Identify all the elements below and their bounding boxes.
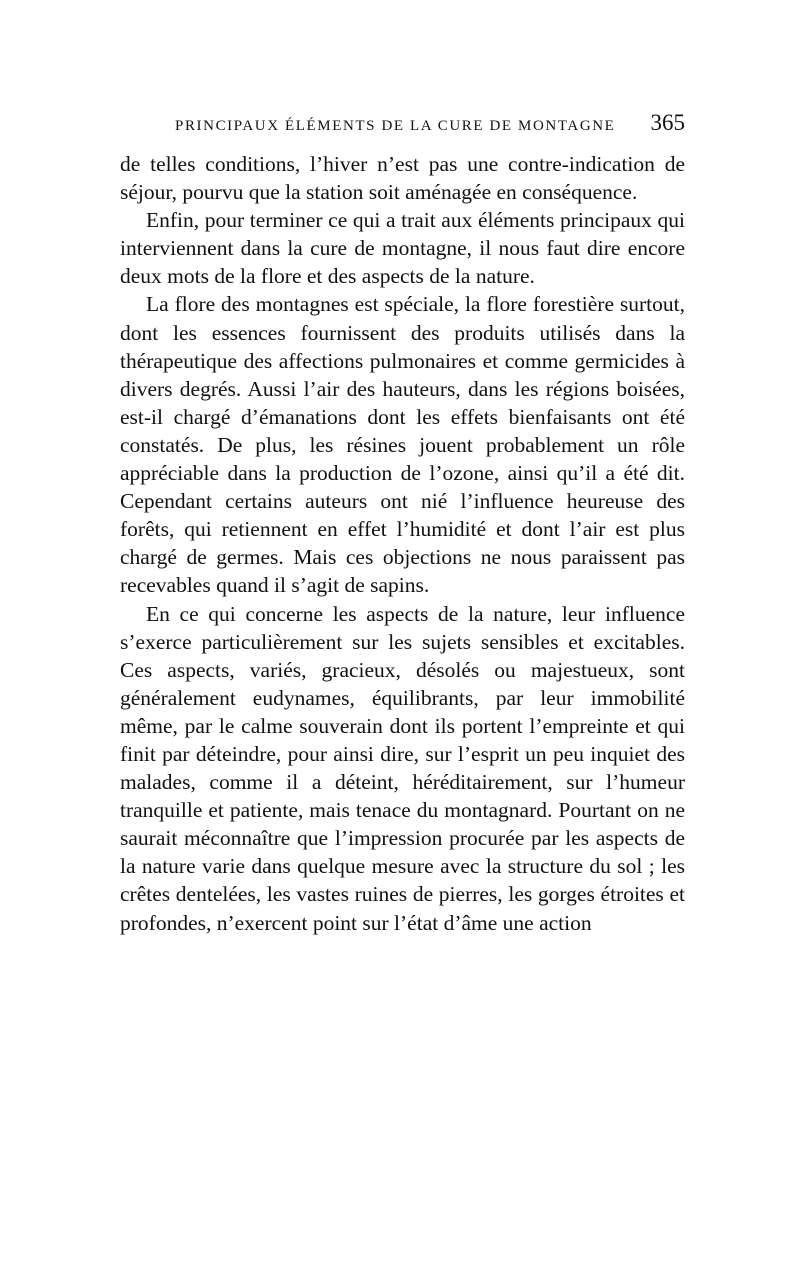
paragraph-continued: de telles conditions, l’hiver n’est pas une contre-indication de séjour, pourvu que la station soit aménagée en conséquence. xyxy=(120,152,685,205)
running-title: PRINCIPAUX ÉLÉMENTS DE LA CURE DE MONTAGNE xyxy=(175,118,616,134)
paragraph-mountain-flora: La flore des montagnes est spéciale, la flore forestière surtout, dont les essences fournissent des produits utilisés dans la thérapeutique des affections pulmonaires et comme germicides à divers degrés. Aussi l’air des hauteurs, dans les régions boisées, est-il chargé d’émanations dont les effets bienfaisants ont été constatés. De plus, les résines jouent probablement un rôle appréciable dans la production de l’ozone, ainsi qu’il a été dit. Cependant certains auteurs ont nié l’influence heureuse des forêts, qui retiennent en effet l’humidité et dont l’air est plus chargé de germes. Mais ces objections ne nous paraissent pas recevables quand il s’agit de sapins. xyxy=(120,292,685,598)
paragraph-nature-aspects: En ce qui concerne les aspects de la nature, leur influence s’exerce particulièrement sur les sujets sensibles et excitables. Ces aspects, variés, gracieux, désolés ou majestueux, sont généralement eudynames, équilibrants, par leur immobilité même, par le calme souverain dont ils portent l’empreinte et qui finit par déteindre, pour ainsi dire, sur l’esprit un peu inquiet des malades, comme il a déteint, héréditairement, sur l’humeur tranquille et patiente, mais tenace du montagnard. Pourtant on ne saurait méconnaître que l’impression procurée par les aspects de la nature varie dans quelque mesure avec la structure du sol ; les crêtes dentelées, les vastes ruines de pierres, les gorges étroites et profondes, n’exercent point sur l’état d’âme une action xyxy=(120,601,685,935)
body-text xyxy=(120,150,685,937)
running-head xyxy=(120,108,685,144)
paragraph-flora-intro: Enfin, pour terminer ce qui a trait aux éléments principaux qui interviennent dans la cure de montagne, il nous faut dire encore deux mots de la flore et des aspects de la nature. xyxy=(120,208,685,289)
page-number: 365 xyxy=(650,110,685,135)
